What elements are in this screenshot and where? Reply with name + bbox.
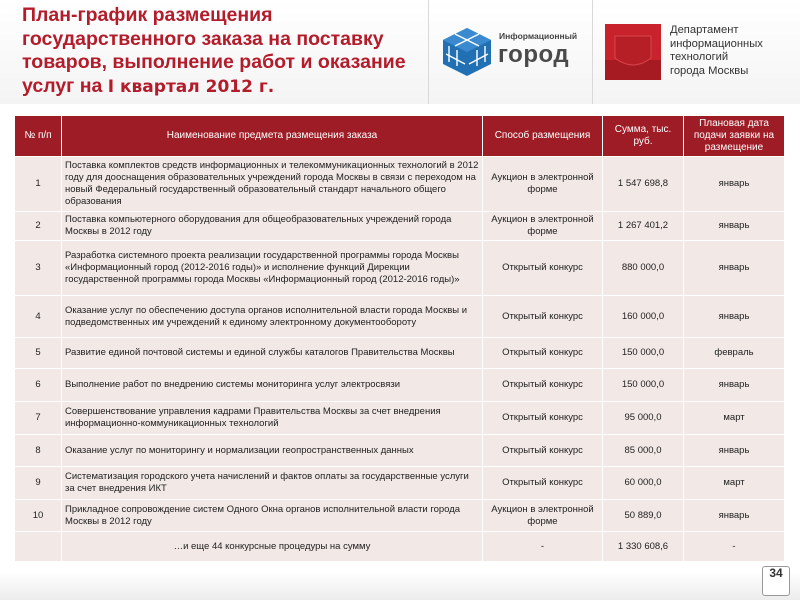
row-method: Аукцион в электронной форме (483, 500, 603, 532)
row-subject: Выполнение работ по внедрению системы мониторинга услуг электросвязи (62, 369, 483, 402)
table-header-row (15, 116, 785, 157)
row-subject: Оказание услуг по мониторингу и нормализации геопространственных данных (62, 435, 483, 467)
table-row (15, 296, 785, 338)
table-row (15, 338, 785, 369)
moscow-emblem-icon (605, 24, 661, 80)
col-header-date: Плановая дата подачи заявки на размещение (684, 116, 785, 157)
informatsionny-gorod-logo (441, 26, 581, 76)
row-number: 4 (15, 296, 62, 338)
table-row (15, 500, 785, 532)
department-line: Департамент (670, 24, 739, 36)
row-sum: 150 000,0 (603, 338, 684, 369)
table-row (15, 467, 785, 500)
row-date: январь (684, 157, 785, 212)
row-sum: 60 000,0 (603, 467, 684, 500)
title-period: I квартал 2012 г. (107, 76, 275, 97)
logo-big-text: город (498, 41, 570, 68)
row-date: январь (684, 435, 785, 467)
row-method: Открытый конкурс (483, 467, 603, 500)
row-method: Открытый конкурс (483, 435, 603, 467)
row-date: январь (684, 241, 785, 296)
row-number: 2 (15, 212, 62, 241)
procurement-table (14, 115, 784, 562)
row-date: февраль (684, 338, 785, 369)
row-method: Открытый конкурс (483, 296, 603, 338)
row-date: январь (684, 500, 785, 532)
logo-small-text: Информационный (499, 31, 578, 41)
table-row (15, 435, 785, 467)
department-line: технологий (670, 51, 729, 63)
row-subject: Оказание услуг по обеспечению доступа органов исполнительной власти города Москвы и подведомственных им учреждений к единому электронному документообороту (62, 296, 483, 338)
row-sum: 1 547 698,8 (603, 157, 684, 212)
row-sum: 1 267 401,2 (603, 212, 684, 241)
row-number: 7 (15, 402, 62, 435)
row-number: 10 (15, 500, 62, 532)
header-divider (428, 0, 429, 104)
row-method: Открытый конкурс (483, 338, 603, 369)
row-sum: 85 000,0 (603, 435, 684, 467)
col-header-subject: Наименование предмета размещения заказа (62, 116, 483, 157)
row-date: январь (684, 212, 785, 241)
row-subject: Поставка компьютерного оборудования для общеобразовательных учреждений города Москвы в 2012 году (62, 212, 483, 241)
row-method: Открытый конкурс (483, 402, 603, 435)
row-sum: 95 000,0 (603, 402, 684, 435)
row-sum: 880 000,0 (603, 241, 684, 296)
row-date: январь (684, 369, 785, 402)
title-main: План-график размещения государственного заказа на поставку товаров, выполнение работ и оказание услуг на (22, 4, 406, 97)
col-header-method: Способ размещения (483, 116, 603, 157)
row-number: 3 (15, 241, 62, 296)
row-sum: 50 889,0 (603, 500, 684, 532)
row-subject: Развитие единой почтовой системы и единой службы каталогов Правительства Москвы (62, 338, 483, 369)
col-header-number: № п/п (15, 116, 62, 157)
slide-title (22, 4, 427, 99)
row-sum: 160 000,0 (603, 296, 684, 338)
row-number: 8 (15, 435, 62, 467)
row-method: Открытый конкурс (483, 369, 603, 402)
table-row (15, 212, 785, 241)
row-number: 5 (15, 338, 62, 369)
row-number: 9 (15, 467, 62, 500)
table-row (15, 402, 785, 435)
summary-sum: 1 330 608,6 (603, 532, 684, 562)
row-date: январь (684, 296, 785, 338)
row-subject: Совершенствование управления кадрами Правительства Москвы за счет внедрения информационно-коммуникационных технологий (62, 402, 483, 435)
table-summary-row (15, 532, 785, 562)
summary-date: - (684, 532, 785, 562)
department-line: города Москвы (670, 64, 749, 77)
row-number: 1 (15, 157, 62, 212)
row-method: Открытый конкурс (483, 241, 603, 296)
table-row (15, 157, 785, 212)
slide-footer (0, 572, 800, 600)
slide-header (0, 0, 800, 104)
summary-number (15, 532, 62, 562)
row-method: Аукцион в электронной форме (483, 157, 603, 212)
department-line: информационных (670, 37, 763, 50)
summary-subject: …и еще 44 конкурсные процедуры на сумму (62, 532, 483, 562)
row-subject: Прикладное сопровождение систем Одного Окна органов исполнительной власти города Москвы в 2012 году (62, 500, 483, 532)
col-header-sum: Сумма, тыс. руб. (603, 116, 684, 157)
row-subject: Систематизация городского учета начислений и фактов оплаты за государственные услуги за счет внедрения ИКТ (62, 467, 483, 500)
row-method: Аукцион в электронной форме (483, 212, 603, 241)
page-number: 34 (762, 566, 790, 596)
row-subject: Разработка системного проекта реализации государственной программы города Москвы «Информационный город (2012-2016 годы)» и исполнение функций Дирекции государственной программы города Москвы «Информационный город (2012-2016 годы)» (62, 241, 483, 296)
table-row (15, 241, 785, 296)
row-number: 6 (15, 369, 62, 402)
city-cube-icon (441, 26, 493, 76)
row-date: март (684, 467, 785, 500)
row-subject: Поставка комплектов средств информационных и телекоммуникационных технологий в 2012 году для дооснащения образовательных учреждений города Москвы в связи с переходом на новый Федеральный государственный образовательный стандарт начального общего образования (62, 157, 483, 212)
department-name (670, 24, 798, 78)
row-date: март (684, 402, 785, 435)
row-sum: 150 000,0 (603, 369, 684, 402)
summary-method: - (483, 532, 603, 562)
header-divider-2 (592, 0, 593, 104)
table-row (15, 369, 785, 402)
